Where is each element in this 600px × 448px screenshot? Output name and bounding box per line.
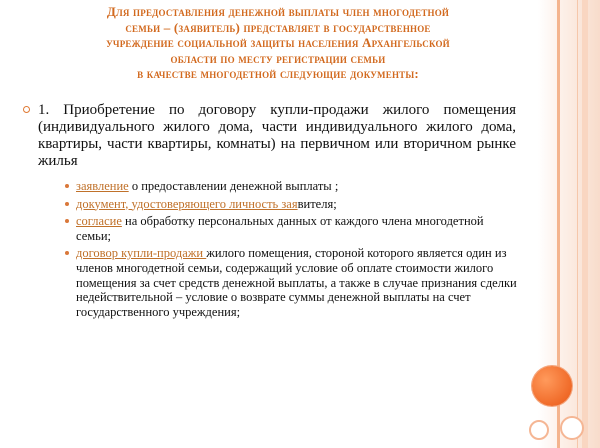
title-line: семьи – (заявитель) представляет в государственное [125,19,431,35]
documents-list [76,179,518,322]
list-item [76,246,518,319]
list-item-text: о предоставлении денежной выплаты ; [128,179,339,193]
document-link[interactable]: документ, удостоверяющего личность зая [76,196,298,211]
decorative-stripe [577,0,578,448]
title-line: в качестве многодетной следующие документы: [137,66,419,81]
list-item-text: на обработку персональных данных от каждого члена многодетной семьи; [76,214,484,243]
document-link[interactable]: согласие [76,214,122,229]
list-item-text: вителя; [297,196,337,211]
bullet-dot-icon [65,251,69,255]
list-item [76,214,518,243]
title-line: области по месту регистрации семьи [170,50,386,66]
bullet-dot-icon [65,184,69,188]
list-item [76,179,518,194]
decorative-ring-icon [560,416,584,440]
bullet-dot-icon [65,202,69,206]
list-item-text: жилого помещения, стороной которого является один из членов многодетной семьи, содержащий условие об оплате стоимости жилого помещения за счет средств денежной выплаты, а также в случае признания сделки недействительной – условие о возврате суммы денежной выплаты на счет государственного учреждения; [76,246,517,319]
list-item [76,197,518,212]
title-line: учреждение социальной защиты населения Архангельской [106,35,450,50]
decorative-circle-icon [532,366,572,406]
main-point-text: 1. Приобретение по договору купли-продажи жилого помещения (индивидуального жилого дома, части индивидуального жилого дома, квартиры, части квартиры, комнаты) на первичном или вторичном рынке жилья [38,102,516,169]
slide-title [18,4,538,82]
decorative-ring-icon [529,420,549,440]
main-bullet-point [38,102,516,170]
bullet-dot-icon [65,219,69,223]
document-link[interactable]: договор купли-продажи [76,246,207,261]
title-line: Для предоставления денежной выплаты член многодетной [106,4,450,19]
decorative-stripe [582,0,588,448]
ring-bullet-icon [23,106,30,113]
document-link[interactable]: заявление [76,179,129,193]
